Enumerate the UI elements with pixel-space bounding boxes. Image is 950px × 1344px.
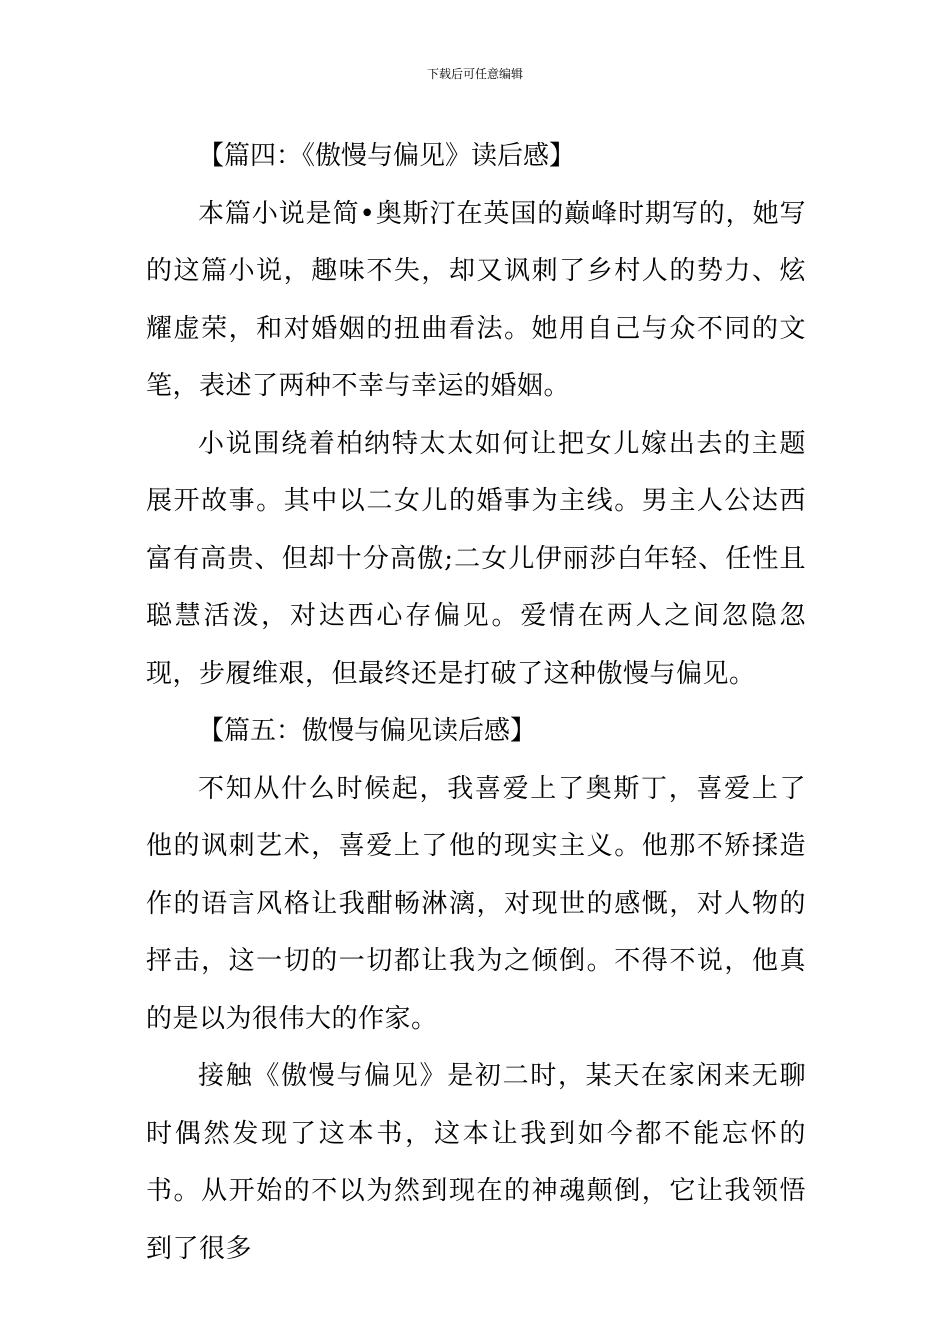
page-header: 下载后可任意编辑 bbox=[426, 67, 523, 81]
paragraph: 不知从什么时候起，我喜爱上了奥斯丁，喜爱上了他的讽刺艺术，喜爱上了他的现实主义。他那不矫揉造作的语言风格让我酣畅淋漓，对现世的感慨，对人物的抨击，这一切的一切都让我为之倾倒。不得不说，他真的是以为很伟大的作家。 bbox=[146, 773, 806, 1034]
paragraph: 本篇小说是简•奥斯汀在英国的巅峰时期写的，她写的这篇小说，趣味不失，却又讽刺了乡村人的势力、炫耀虚荣，和对婚姻的扭曲看法。她用自己与众不同的文笔，表述了两种不幸与幸运的婚姻。 bbox=[146, 198, 806, 401]
document-body bbox=[146, 128, 806, 1278]
section-heading-5: 【篇五：傲慢与偏见读后感】 bbox=[198, 716, 537, 746]
paragraph: 接触《傲慢与偏见》是初二时，某天在家闲来无聊时偶然发现了这本书，这本让我到如今都不能忘怀的书。从开始的不以为然到现在的神魂颠倒，它让我领悟到了很多 bbox=[146, 1061, 806, 1264]
section-heading-4: 【篇四：《傲慢与偏见》读后感】 bbox=[198, 141, 576, 171]
paragraph: 小说围绕着柏纳特太太如何让把女儿嫁出去的主题展开故事。其中以二女儿的婚事为主线。男主人公达西富有高贵、但却十分高傲;二女儿伊丽莎白年轻、任性且聪慧活泼，对达西心存偏见。爱情在两人之间忽隐忽现，步履维艰，但最终还是打破了这种傲慢与偏见。 bbox=[146, 428, 806, 689]
